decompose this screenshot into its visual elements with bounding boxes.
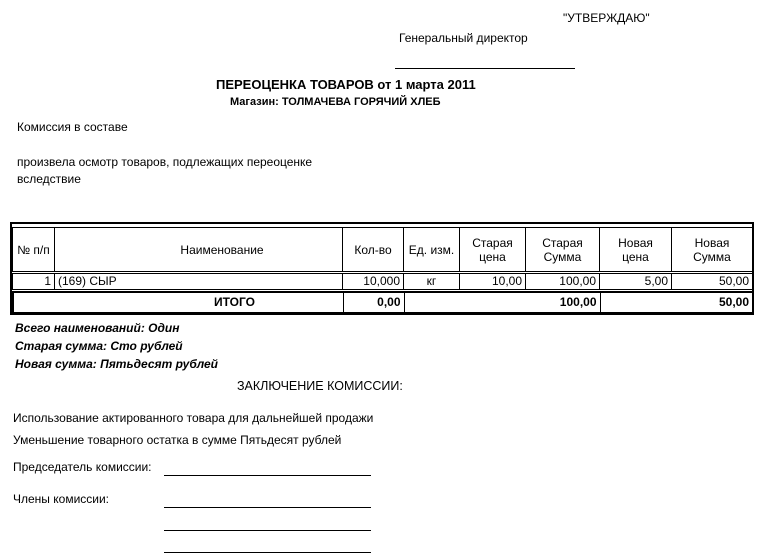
conclusion-title: ЗАКЛЮЧЕНИЕ КОМИССИИ: <box>237 379 403 393</box>
intro-line-2: вследствие <box>17 172 81 186</box>
document-title: ПЕРЕОЦЕНКА ТОВАРОВ от 1 марта 2011 <box>216 77 476 92</box>
header-qty: Кол-во <box>343 228 404 272</box>
member-signature-line-1 <box>164 507 371 508</box>
chairman-signature-line <box>164 475 371 476</box>
row-old-sum: 100,00 <box>526 274 600 290</box>
total-qty: 0,00 <box>343 292 404 313</box>
table-body <box>12 273 753 290</box>
header-unit: Ед. изм. <box>404 228 460 272</box>
total-old-sum: 100,00 <box>559 295 597 309</box>
intro-line-1: произвела осмотр товаров, подлежащих переоценке <box>17 155 313 169</box>
chairman-label: Председатель комиссии: <box>13 460 152 474</box>
conclusion-line-1: Использование актированного товара для дальнейшей продажи <box>13 411 374 425</box>
header-old-sum: Старая Сумма <box>526 228 600 272</box>
member-signature-line-3 <box>164 552 371 553</box>
store-label: Магазин: ТОЛМАЧЕВА ГОРЯЧИЙ ХЛЕБ <box>230 96 441 108</box>
row-old-price: 10,00 <box>460 274 526 290</box>
header-old-price: Старая цена <box>460 228 526 272</box>
summary-old-sum: Старая сумма: Сто рублей <box>15 339 183 353</box>
total-empty <box>404 292 526 313</box>
row-num: 1 <box>13 274 55 290</box>
director-signature-line <box>395 68 575 69</box>
total-empty-2 <box>600 292 672 313</box>
revaluation-table <box>10 222 754 315</box>
row-unit: кг <box>404 274 460 290</box>
row-name: (169) СЫР <box>55 274 343 290</box>
header-new-sum: Новая Сумма <box>672 228 753 272</box>
members-label: Члены комиссии: <box>13 492 110 506</box>
total-new-sum: 50,00 <box>718 295 749 309</box>
row-qty: 10,000 <box>343 274 404 290</box>
table-header <box>12 227 753 272</box>
director-label: Генеральный директор <box>399 31 528 45</box>
member-signature-line-2 <box>164 530 371 531</box>
row-new-price: 5,00 <box>600 274 672 290</box>
conclusion-line-2: Уменьшение товарного остатка в сумме Пятьдесят рублей <box>13 433 342 447</box>
header-num: № п/п <box>13 228 55 272</box>
header-new-price: Новая цена <box>600 228 672 272</box>
summary-new-sum: Новая сумма: Пятьдесят рублей <box>15 357 219 371</box>
table-row <box>13 274 753 290</box>
row-new-sum: 50,00 <box>672 274 753 290</box>
table-total-row <box>12 291 754 314</box>
commission-label: Комиссия в составе <box>17 120 128 134</box>
header-name: Наименование <box>55 228 343 272</box>
approve-label: "УТВЕРЖДАЮ" <box>563 11 650 25</box>
total-label: ИТОГО <box>214 295 255 309</box>
summary-items: Всего наименований: Один <box>15 321 180 335</box>
